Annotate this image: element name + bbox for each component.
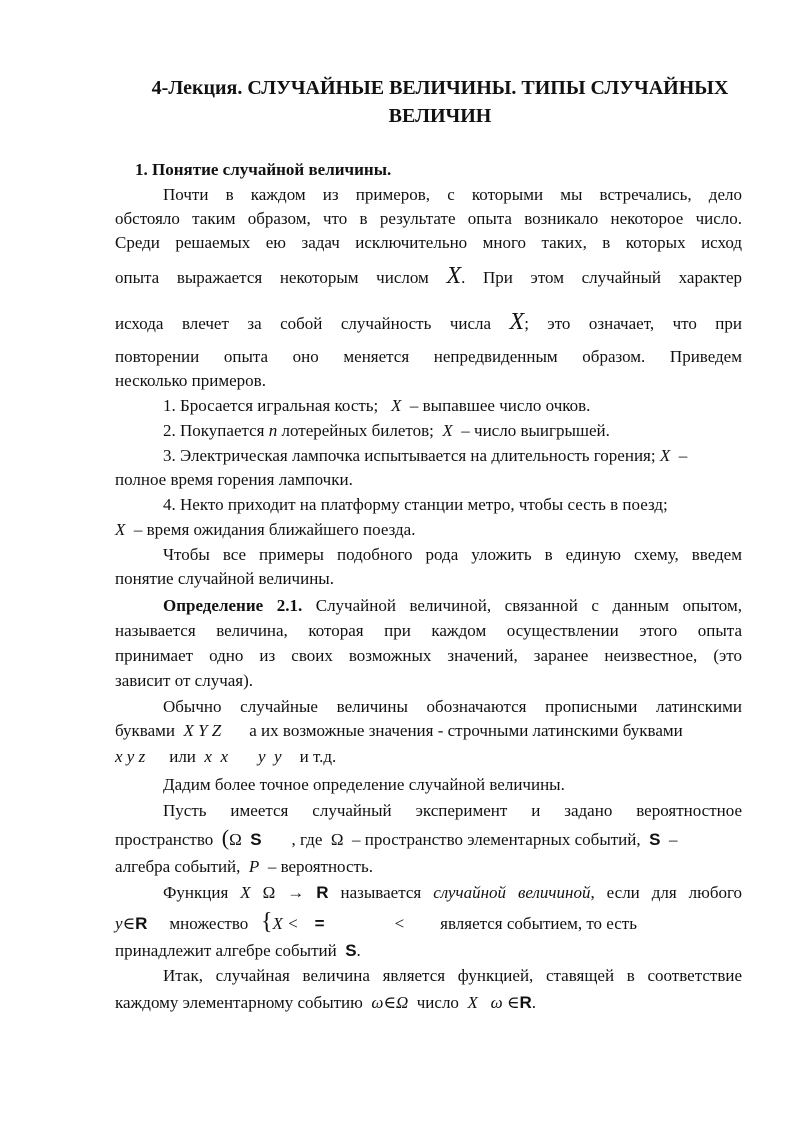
example-item — [163, 394, 790, 418]
paragraph-line — [115, 910, 742, 936]
text-fragment: , если для любого — [590, 883, 743, 902]
math-variable: y∈ — [115, 914, 136, 933]
math-expression: X < — [272, 914, 299, 933]
text-fragment: алгебра событий, — [115, 857, 241, 876]
text-fragment: 2. Покупается — [163, 421, 265, 440]
text-fragment: . — [531, 993, 536, 1012]
math-paren: ( — [221, 825, 230, 850]
text-fragment: опыта выражается некоторым числом — [115, 268, 429, 287]
math-symbol: S — [250, 830, 262, 849]
text-fragment: исхода влечет за собой случайность числа — [115, 314, 492, 333]
text-fragment: – пространство элементарных событий, — [352, 830, 641, 849]
paragraph-line — [115, 826, 742, 852]
math-symbol: = — [314, 914, 325, 933]
text-fragment: а их возможные значения - строчными латинскими буквами — [249, 721, 683, 740]
paragraph-line: Обычно случайные величины обозначаются прописными латинскими — [163, 697, 742, 716]
paragraph-line — [115, 881, 742, 905]
paragraph-line: Почти в каждом из примеров, с которыми мы встречались, дело — [163, 185, 742, 204]
math-variable: ω — [490, 993, 503, 1012]
paragraph-line — [115, 939, 742, 963]
math-symbol: Ω → — [262, 883, 317, 902]
math-variable: X — [240, 883, 251, 902]
math-expression: ω∈Ω — [371, 993, 409, 1012]
text-fragment: множество — [169, 914, 249, 933]
math-variable: X — [659, 446, 671, 465]
math-symbol: < — [394, 914, 405, 933]
math-symbol: ∈ — [506, 993, 520, 1012]
paragraph-line — [115, 745, 742, 769]
definition-line — [115, 594, 742, 618]
text-fragment: принадлежит алгебре событий — [115, 941, 337, 960]
text-fragment: ; это означает, что при — [524, 314, 743, 333]
paragraph-line: Итак, случайная величина является функцией, ставящей в соответствие — [163, 966, 742, 985]
paragraph-line: Дадим более точное определение случайной величины. — [163, 775, 565, 794]
paragraph-line: обстояло таким образом, что в результате опыта возникало некоторое число. — [115, 209, 742, 228]
paragraph-line: Среди решаемых ею задач исключительно много таких, в которых исход — [115, 233, 742, 252]
text-fragment: Функция — [163, 883, 229, 902]
text-fragment: 3. Электрическая лампочка испытывается на длительность горения; — [163, 446, 656, 465]
paragraph-line: несколько примеров. — [115, 371, 266, 390]
text-fragment: пространство — [115, 830, 214, 849]
paragraph-line — [115, 719, 742, 743]
paragraph-line: Чтобы все примеры подобного рода уложить в единую схему, введем — [163, 545, 742, 564]
text-fragment: является событием, то есть — [440, 914, 637, 933]
term: случайной величиной — [433, 883, 591, 902]
text-fragment: – — [678, 446, 688, 465]
paragraph-line: повторении опыта оно меняется непредвиденным образом. Приведем — [115, 347, 742, 366]
paragraph-line — [115, 991, 742, 1015]
math-variable: X — [442, 421, 453, 440]
math-variable: X Y Z — [183, 721, 222, 740]
text-fragment: каждому элементарному событию — [115, 993, 363, 1012]
definition-line: зависит от случая). — [115, 671, 254, 690]
text-fragment: – время ожидания ближайшего поезда. — [133, 520, 416, 539]
definition-line: называется величина, которая при каждом осуществлении этого опыта — [115, 621, 742, 640]
text-fragment: – вероятность. — [267, 857, 373, 876]
paragraph-line — [115, 855, 742, 879]
math-variable: n — [268, 421, 278, 440]
paragraph-line — [115, 264, 742, 290]
math-variable: x — [204, 747, 212, 766]
paragraph-line — [115, 310, 742, 336]
text-fragment: – — [668, 830, 678, 849]
math-variable: y — [274, 747, 282, 766]
text-fragment: называется — [340, 883, 422, 902]
math-symbol: S — [345, 941, 357, 960]
text-fragment: лотерейных билетов; — [281, 421, 434, 440]
math-symbol: Ω — [229, 830, 242, 849]
text-fragment: . При этом случайный характер — [461, 268, 743, 287]
text-fragment: и т.д. — [299, 747, 337, 766]
math-variable: X — [391, 396, 402, 415]
text-fragment: буквами — [115, 721, 175, 740]
math-variable: x y z — [115, 747, 146, 766]
text-fragment: или — [169, 747, 196, 766]
math-symbol: S — [649, 830, 661, 849]
page-title: 4-Лекция. СЛУЧАЙНЫЕ ВЕЛИЧИНЫ. ТИПЫ СЛУЧАЙНЫХ ВЕЛИЧИН — [151, 77, 729, 127]
example-item: 4. Некто приходит на платформу станции метро, чтобы сесть в поезд; — [163, 495, 668, 514]
text-fragment: – число выигрышей. — [461, 421, 610, 440]
math-symbol: Ω — [330, 830, 344, 849]
text-fragment: число — [416, 993, 459, 1012]
text-fragment: . — [356, 941, 361, 960]
math-variable: X — [115, 520, 126, 539]
section-heading: 1. Понятие случайной величины. — [135, 160, 392, 179]
example-item — [163, 444, 742, 468]
text-fragment: 1. Бросается игральная кость; — [163, 396, 379, 415]
math-variable: X — [467, 993, 478, 1012]
math-symbol: R — [135, 914, 148, 933]
math-symbol: R — [316, 883, 329, 902]
math-variable: X — [446, 263, 462, 289]
text-fragment: Случайной величиной, связанной с данным опытом, — [315, 596, 742, 615]
example-item: полное время горения лампочки. — [115, 470, 353, 489]
example-item — [115, 518, 742, 542]
example-item — [163, 419, 790, 443]
math-variable: P — [248, 857, 260, 876]
math-variable: y — [258, 747, 266, 766]
math-variable: X — [509, 309, 525, 335]
math-variable: x — [220, 747, 228, 766]
paragraph-line: Пусть имеется случайный эксперимент и задано вероятностное — [163, 801, 742, 820]
text-fragment: , где — [291, 830, 323, 849]
definition-line: принимает одно из своих возможных значений, заранее неизвестное, (это — [115, 646, 742, 665]
paragraph-line: понятие случайной величины. — [115, 569, 334, 588]
definition-label: Определение 2.1. — [163, 596, 303, 615]
text-fragment: – выпавшее число очков. — [409, 396, 591, 415]
math-symbol: R — [519, 993, 532, 1012]
math-brace: { — [260, 909, 273, 935]
